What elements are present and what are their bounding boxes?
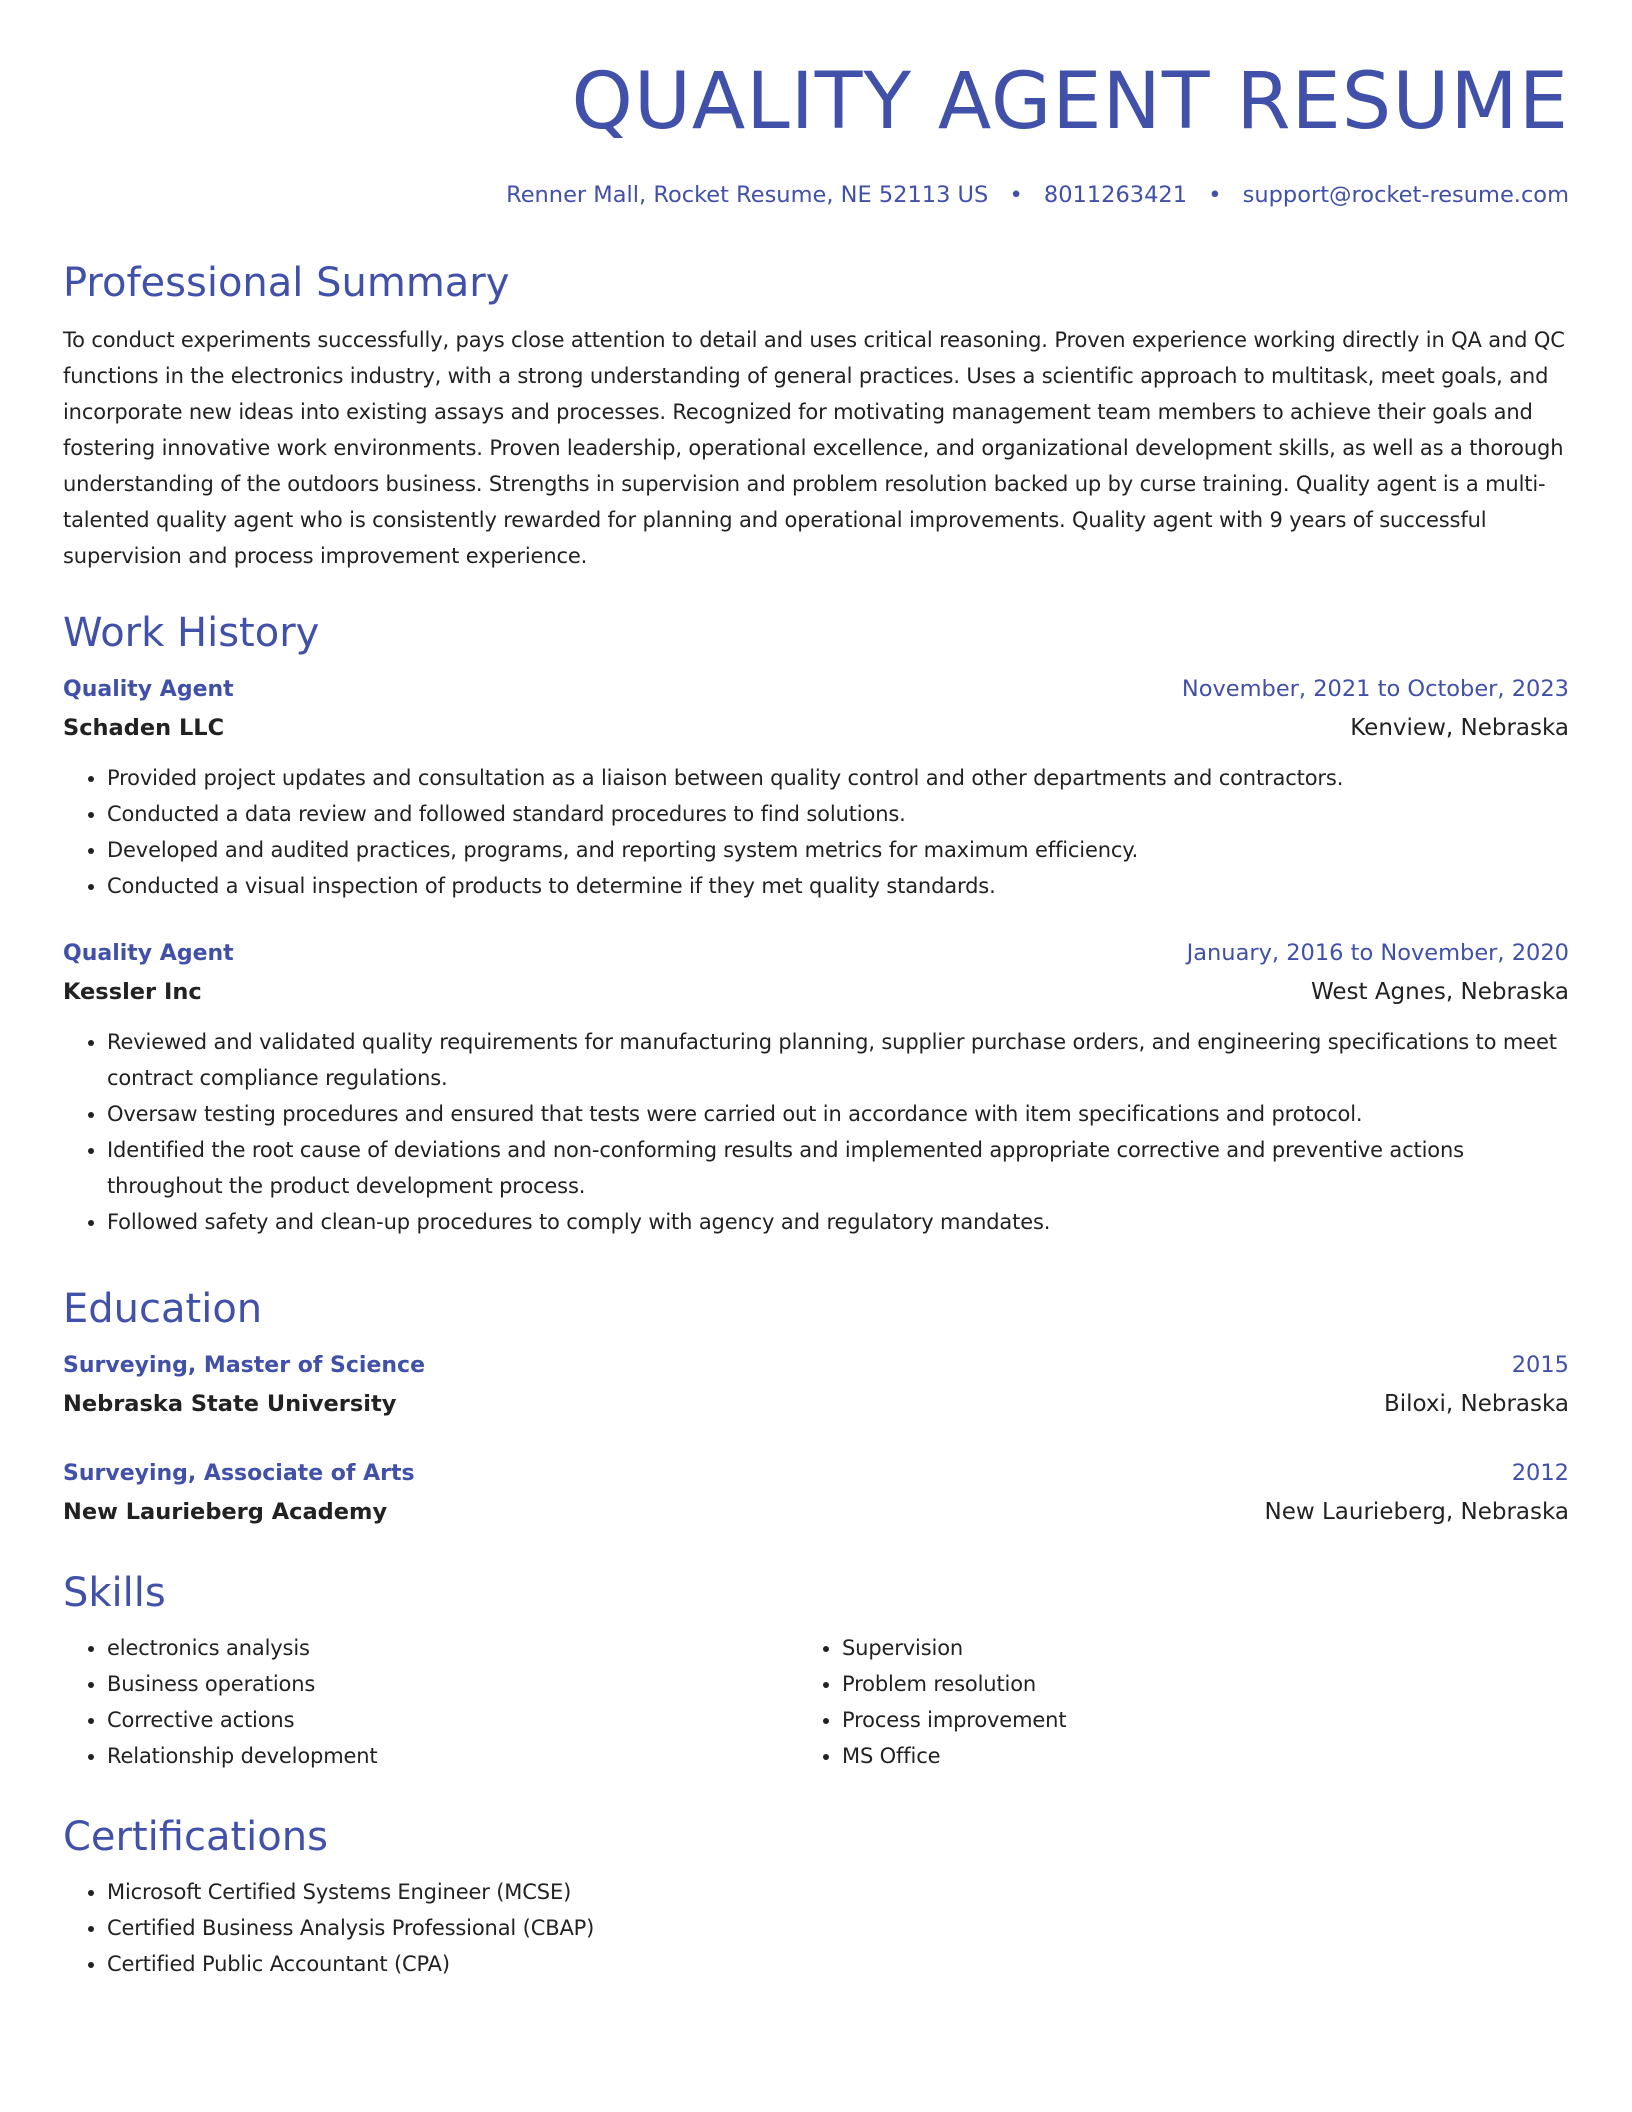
- education-degree-row: [63, 1346, 1569, 1385]
- skills-list: [798, 1630, 1533, 1774]
- summary-section: [63, 258, 1569, 574]
- job-company: Kessler Inc: [63, 979, 202, 1005]
- job-title: Quality Agent: [63, 677, 234, 702]
- education-entry: [63, 1346, 1569, 1424]
- education-school: New Laurieberg Academy: [63, 1499, 388, 1525]
- certifications-section: [63, 1812, 1569, 1982]
- job-dates: January, 2016 to November, 2020: [1186, 940, 1569, 966]
- skill-item: • Problem resolution: [842, 1666, 1533, 1702]
- job-duties: [63, 1024, 1569, 1240]
- education-degree: Surveying, Master of Science: [63, 1353, 426, 1378]
- education-year: 2015: [1511, 1352, 1569, 1378]
- certification-item: • Certified Business Analysis Professional (CBAP): [107, 1910, 1569, 1946]
- education-school: Nebraska State University: [63, 1391, 397, 1417]
- summary-text: To conduct experiments successfully, pays close attention to detail and uses critical reasoning. Proven experience working directly in QA and QC functions in the electronics industry, with a strong understanding of general practices. Uses a scientific approach to multitask, meet goals, and incorporate new ideas into existing assays and processes. Recognized for motivating management team members to achieve their goals and fostering innovative work environments. Proven leadership, operational excellence, and organizational development skills, as well as a thorough understanding of the outdoors business. Strengths in supervision and problem resolution backed up by curse training. Quality agent is a multi-talented quality agent who is consistently rewarded for planning and operational improvements. Quality agent with 9 years of successful supervision and process improvement experience.: [63, 328, 1565, 568]
- contact-address: Renner Mall, Rocket Resume, NE 52113 US: [506, 182, 989, 208]
- job-dates: November, 2021 to October, 2023: [1181, 676, 1569, 702]
- job-location: Kenview, Nebraska: [1350, 715, 1569, 741]
- skill-item: • Business operations: [107, 1666, 798, 1702]
- job-duty: • Reviewed and validated quality requirements for manufacturing planning, supplier purchase orders, and engineering specifications to meet contract compliance regulations.: [107, 1024, 1569, 1096]
- job-duty: • Conducted a visual inspection of products to determine if they met quality standards.: [107, 868, 1569, 904]
- skills-list: [63, 1630, 798, 1774]
- work-history-section: [63, 608, 1569, 1240]
- education-year: 2012: [1511, 1460, 1569, 1486]
- skill-item: • MS Office: [842, 1738, 1533, 1774]
- contact-separator: •: [1009, 182, 1023, 208]
- skills-grid: [63, 1630, 1569, 1774]
- education-degree: Surveying, Associate of Arts: [63, 1461, 415, 1486]
- job-duty: • Identified the root cause of deviations and non-conforming results and implemented appropriate corrective and preventive actions throughout the product development process.: [107, 1132, 1569, 1204]
- contact-separator: •: [1208, 182, 1222, 208]
- resume-name: QUALITY AGENT RESUME: [571, 57, 1569, 147]
- education-degree-row: [63, 1454, 1569, 1493]
- resume-header: [63, 52, 1569, 210]
- certification-item: • Microsoft Certified Systems Engineer (MCSE): [107, 1874, 1569, 1910]
- contact-phone: 8011263421: [1043, 182, 1188, 208]
- skill-item: • Process improvement: [842, 1702, 1533, 1738]
- job-company-row: [63, 973, 1569, 1012]
- summary-heading: Professional Summary: [63, 260, 510, 306]
- job-location: West Agnes, Nebraska: [1310, 979, 1569, 1005]
- job-company: Schaden LLC: [63, 715, 225, 741]
- job-entry: [63, 934, 1569, 1240]
- job-duty: • Developed and audited practices, programs, and reporting system metrics for maximum efficiency.: [107, 832, 1569, 868]
- work-history-heading: Work History: [63, 610, 320, 656]
- education-school-row: [63, 1385, 1569, 1424]
- education-entry: [63, 1454, 1569, 1532]
- job-company-row: [63, 709, 1569, 748]
- certifications-heading: Certifications: [63, 1814, 328, 1860]
- contact-line: [63, 180, 1569, 210]
- contact-email: support@rocket-resume.com: [1242, 182, 1569, 208]
- job-duty: • Oversaw testing procedures and ensured that tests were carried out in accordance with item specifications and protocol.: [107, 1096, 1569, 1132]
- skill-item: • Corrective actions: [107, 1702, 798, 1738]
- skills-column-left: [63, 1630, 798, 1774]
- skills-heading: Skills: [63, 1570, 166, 1616]
- education-heading: Education: [63, 1286, 263, 1332]
- education-location: New Laurieberg, Nebraska: [1264, 1499, 1569, 1525]
- job-duty: • Conducted a data review and followed standard procedures to find solutions.: [107, 796, 1569, 832]
- certification-item: • Certified Public Accountant (CPA): [107, 1946, 1569, 1982]
- skill-item: • electronics analysis: [107, 1630, 798, 1666]
- certifications-list: [63, 1874, 1569, 1982]
- job-duties: [63, 760, 1569, 904]
- job-duty: • Followed safety and clean-up procedures to comply with agency and regulatory mandates.: [107, 1204, 1569, 1240]
- job-title-row: [63, 670, 1569, 709]
- skill-item: • Relationship development: [107, 1738, 798, 1774]
- education-location: Biloxi, Nebraska: [1383, 1391, 1569, 1417]
- job-title-row: [63, 934, 1569, 973]
- job-entry: [63, 670, 1569, 904]
- job-duty: • Provided project updates and consultation as a liaison between quality control and other departments and contractors.: [107, 760, 1569, 796]
- skills-section: [63, 1568, 1569, 1774]
- education-section: [63, 1284, 1569, 1532]
- job-title: Quality Agent: [63, 941, 234, 966]
- skill-item: • Supervision: [842, 1630, 1533, 1666]
- education-school-row: [63, 1493, 1569, 1532]
- skills-column-right: [798, 1630, 1533, 1774]
